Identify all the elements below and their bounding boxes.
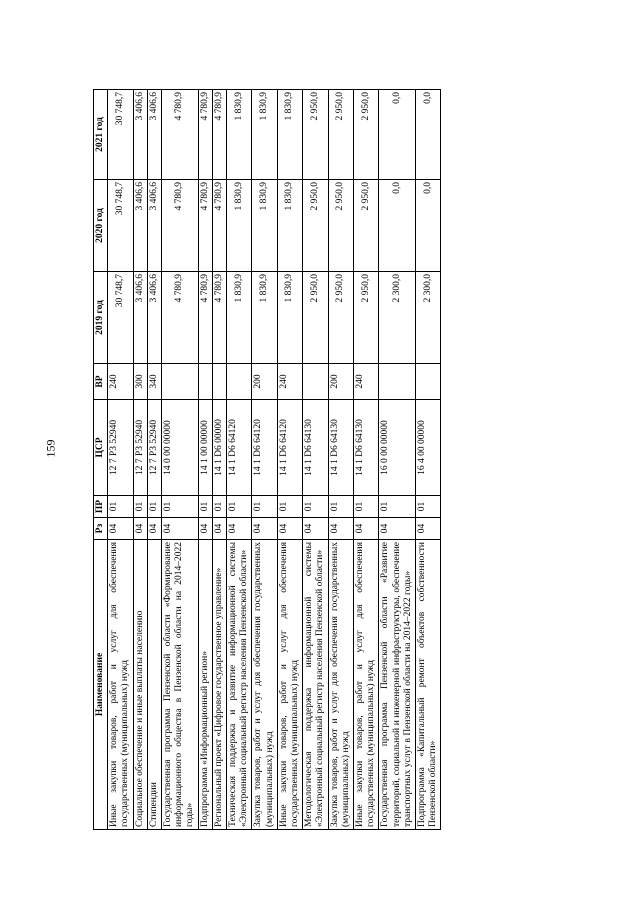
cell-rz: 04: [416, 518, 441, 540]
cell-vr: [416, 364, 441, 400]
rotated-page: [93, 90, 639, 830]
cell-csr: 14 1 D6 00000: [212, 400, 226, 496]
cell-2021: 2 950,0: [328, 90, 353, 180]
table-row: [252, 90, 277, 830]
table-row: [108, 90, 133, 830]
cell-2021: 4 780,9: [198, 90, 212, 180]
cell-2021: 2 950,0: [354, 90, 379, 180]
cell-csr: 14 1 D6 64120: [227, 400, 252, 496]
cell-csr: 12 7 Р3 52940: [108, 400, 133, 496]
cell-pr: 01: [416, 496, 441, 518]
cell-csr: 12 7 Р3 52940: [133, 400, 147, 496]
cell-vr: [198, 364, 212, 400]
cell-vr: [303, 364, 328, 400]
cell-name: Закупка товаров, работ и услуг для обеспечения государственных (муниципальных) нужд: [328, 540, 353, 830]
cell-2019: 1 830,9: [227, 272, 252, 364]
cell-name: Подпрограмма «Информационный регион»: [198, 540, 212, 830]
cell-2019: 2 950,0: [303, 272, 328, 364]
cell-2021: 0,0: [416, 90, 441, 180]
cell-csr: 14 1 D6 64120: [252, 400, 277, 496]
cell-csr: 14 1 00 00000: [198, 400, 212, 496]
cell-2019: 3 406,6: [147, 272, 161, 364]
cell-pr: 01: [212, 496, 226, 518]
cell-rz: 04: [147, 518, 161, 540]
cell-2021: 1 830,9: [252, 90, 277, 180]
cell-pr: 01: [303, 496, 328, 518]
cell-2021: 3 406,6: [147, 90, 161, 180]
cell-2021: 4 780,9: [162, 90, 199, 180]
table-row: [227, 90, 252, 830]
cell-2021: 2 950,0: [303, 90, 328, 180]
header-rz: Рз: [94, 518, 108, 540]
cell-name: Государственная программа Пензенской области «Формирование информационного общества в Пензенской области на 2014–2022 годы»: [162, 540, 199, 830]
cell-rz: 04: [303, 518, 328, 540]
cell-2019: 4 780,9: [162, 272, 199, 364]
table-row: [198, 90, 212, 830]
table-row: [277, 90, 302, 830]
cell-csr: 16 0 00 00000: [379, 400, 416, 496]
cell-csr: 14 1 D6 64130: [328, 400, 353, 496]
cell-2019: 3 406,6: [133, 272, 147, 364]
cell-2019: 2 950,0: [328, 272, 353, 364]
cell-name: Техническая поддержка и развитие информационной системы «Электронный социальный регистр населения Пензенской области»: [227, 540, 252, 830]
cell-pr: 01: [108, 496, 133, 518]
table-row: [303, 90, 328, 830]
table-row: [133, 90, 147, 830]
header-2019: 2019 год: [94, 272, 108, 364]
cell-rz: 04: [162, 518, 199, 540]
cell-vr: [227, 364, 252, 400]
cell-pr: 01: [252, 496, 277, 518]
cell-vr: 340: [147, 364, 161, 400]
cell-name: Государственная программа Пензенской области «Развитие территорий, социальной и инженерной инфраструктуры, обеспечение транспортных услуг в Пензенской области на 2014–2022 годы»: [379, 540, 416, 830]
table-row: [416, 90, 441, 830]
cell-vr: [379, 364, 416, 400]
cell-pr: 01: [379, 496, 416, 518]
cell-vr: 200: [328, 364, 353, 400]
table-row: [354, 90, 379, 830]
cell-2020: 4 780,9: [198, 180, 212, 272]
cell-pr: 01: [227, 496, 252, 518]
table-row: [162, 90, 199, 830]
cell-rz: 04: [328, 518, 353, 540]
cell-pr: 01: [162, 496, 199, 518]
cell-name: Стипендии: [147, 540, 161, 830]
cell-rz: 04: [252, 518, 277, 540]
cell-2021: 1 830,9: [227, 90, 252, 180]
cell-rz: 04: [379, 518, 416, 540]
cell-vr: [162, 364, 199, 400]
header-2020: 2020 год: [94, 180, 108, 272]
cell-2020: 30 748,7: [108, 180, 133, 272]
header-pr: ПР: [94, 496, 108, 518]
cell-2021: 3 406,6: [133, 90, 147, 180]
cell-2019: 2 300,0: [416, 272, 441, 364]
cell-pr: 01: [147, 496, 161, 518]
cell-2019: 1 830,9: [252, 272, 277, 364]
cell-2020: 1 830,9: [227, 180, 252, 272]
cell-2021: 1 830,9: [277, 90, 302, 180]
cell-2021: 30 748,7: [108, 90, 133, 180]
cell-2020: 2 950,0: [303, 180, 328, 272]
cell-2019: 30 748,7: [108, 272, 133, 364]
cell-name: Иные закупки товаров, работ и услуг для обеспечения государственных (муниципальных) нужд: [354, 540, 379, 830]
cell-2019: 2 950,0: [354, 272, 379, 364]
cell-2019: 2 300,0: [379, 272, 416, 364]
cell-pr: 01: [277, 496, 302, 518]
cell-pr: 01: [133, 496, 147, 518]
cell-rz: 04: [354, 518, 379, 540]
table-row: [328, 90, 353, 830]
page-number: 159: [43, 439, 58, 458]
cell-2019: 1 830,9: [277, 272, 302, 364]
cell-2020: 3 406,6: [133, 180, 147, 272]
cell-2020: 1 830,9: [252, 180, 277, 272]
cell-pr: 01: [198, 496, 212, 518]
cell-csr: 14 1 D6 64130: [303, 400, 328, 496]
cell-pr: 01: [354, 496, 379, 518]
header-vr: ВР: [94, 364, 108, 400]
cell-2020: 0,0: [416, 180, 441, 272]
cell-pr: 01: [328, 496, 353, 518]
cell-csr: 14 1 D6 64130: [354, 400, 379, 496]
cell-2021: 0,0: [379, 90, 416, 180]
header-2021: 2021 год: [94, 90, 108, 180]
cell-rz: 04: [212, 518, 226, 540]
header-csr: ЦСР: [94, 400, 108, 496]
cell-2020: 0,0: [379, 180, 416, 272]
cell-vr: 240: [108, 364, 133, 400]
cell-2020: 4 780,9: [162, 180, 199, 272]
cell-rz: 04: [133, 518, 147, 540]
cell-2020: 4 780,9: [212, 180, 226, 272]
table-row: [379, 90, 416, 830]
cell-vr: 240: [354, 364, 379, 400]
cell-csr: 14 1 D6 64120: [277, 400, 302, 496]
cell-name: Закупка товаров, работ и услуг для обеспечения государственных (муниципальных) нужд: [252, 540, 277, 830]
header-row: [94, 90, 108, 830]
cell-vr: [212, 364, 226, 400]
cell-rz: 04: [227, 518, 252, 540]
cell-csr: 12 7 Р3 52940: [147, 400, 161, 496]
cell-csr: 14 0 00 00000: [162, 400, 199, 496]
cell-rz: 04: [108, 518, 133, 540]
cell-name: Подпрограмма «Капитальный ремонт объектов собственности Пензенской области»: [416, 540, 441, 830]
cell-rz: 04: [198, 518, 212, 540]
cell-2020: 3 406,6: [147, 180, 161, 272]
cell-2019: 4 780,9: [212, 272, 226, 364]
table-row: [147, 90, 161, 830]
cell-vr: 300: [133, 364, 147, 400]
cell-2020: 2 950,0: [354, 180, 379, 272]
table-row: [212, 90, 226, 830]
cell-name: Региональный проект «Цифровое государственное управление»: [212, 540, 226, 830]
cell-2021: 4 780,9: [212, 90, 226, 180]
header-name: Наименование: [94, 540, 108, 830]
cell-vr: 240: [277, 364, 302, 400]
cell-name: Социальное обеспечение и иные выплаты населению: [133, 540, 147, 830]
cell-name: Иные закупки товаров, работ и услуг для обеспечения государственных (муниципальных) нужд: [108, 540, 133, 830]
cell-2019: 4 780,9: [198, 272, 212, 364]
cell-vr: 200: [252, 364, 277, 400]
budget-table: [93, 89, 441, 830]
cell-2020: 2 950,0: [328, 180, 353, 272]
cell-name: Иные закупки товаров, работ и услуг для обеспечения государственных (муниципальных) нужд: [277, 540, 302, 830]
cell-csr: 16 4 00 00000: [416, 400, 441, 496]
cell-2020: 1 830,9: [277, 180, 302, 272]
cell-name: Методологическая поддержка информационной системы «Электронный социальный регистр населения Пензенской области»: [303, 540, 328, 830]
cell-rz: 04: [277, 518, 302, 540]
